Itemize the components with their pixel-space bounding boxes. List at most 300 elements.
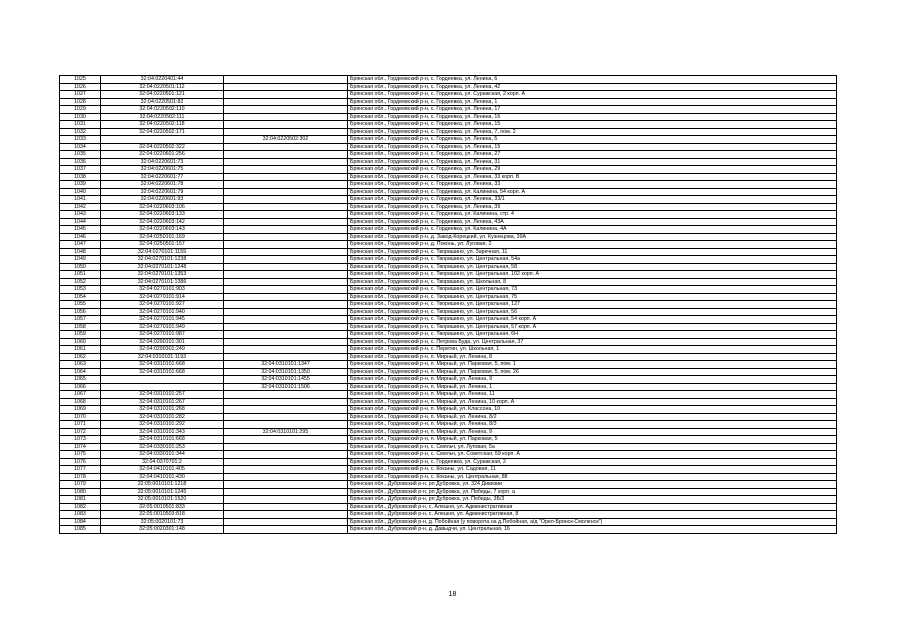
row-number-cell: 1031	[60, 121, 101, 129]
row-number-cell: 1084	[60, 518, 101, 526]
row-number-cell: 1042	[60, 203, 101, 211]
related-cadastral-number-cell	[224, 278, 348, 286]
address-cell: Брянская обл., Гордеевский р-н, с. Гордеевка, ул. Ленина, 39	[348, 203, 837, 211]
address-cell: Брянская обл., Дубровский р-н, с. Алешня, ул. Административная	[348, 503, 837, 511]
related-cadastral-number-cell	[224, 323, 348, 331]
row-number-cell: 1027	[60, 91, 101, 99]
cadastral-number-cell: 32:04:0290101:301	[101, 338, 224, 346]
row-number-cell: 1067	[60, 391, 101, 399]
address-cell: Брянская обл., Гордеевский р-н, п. Мирный, ул. Ленина, 10 корп. А	[348, 398, 837, 406]
related-cadastral-number-cell	[224, 181, 348, 189]
row-number-cell: 1034	[60, 143, 101, 151]
address-cell: Брянская обл., Гордеевский р-н, п. Мирный, ул. Парковая, 5, пом. 1	[348, 361, 837, 369]
row-number-cell: 1039	[60, 181, 101, 189]
table-row	[60, 428, 837, 436]
cadastral-number-cell: 32:04:0270101:914	[101, 293, 224, 301]
table-row	[60, 181, 837, 189]
related-cadastral-number-cell	[224, 526, 348, 534]
row-number-cell: 1074	[60, 443, 101, 451]
address-cell: Брянская обл., Гордеевский р-н, с. Гордеевка, ул. Суражская, 2 корп. А	[348, 91, 837, 99]
related-cadastral-number-cell	[224, 391, 348, 399]
row-number-cell: 1045	[60, 226, 101, 234]
related-cadastral-number-cell	[224, 458, 348, 466]
cadastral-number-cell: 32:04:0310101:668	[101, 368, 224, 376]
related-cadastral-number-cell	[224, 488, 348, 496]
address-cell: Брянская обл., Гордеевский р-н, с. Петрова Буда, ул. Центральная, 37	[348, 338, 837, 346]
row-number-cell: 1035	[60, 151, 101, 159]
related-cadastral-number-cell: 32:04:0310101:295	[224, 428, 348, 436]
row-number-cell: 1053	[60, 286, 101, 294]
cadastral-number-cell: 32:04:0220603:142	[101, 218, 224, 226]
cadastral-number-cell: 32:04:0220502:118	[101, 121, 224, 129]
address-cell: Брянская обл., Гордеевский р-н, с. Гордеевка, ул. Ленина, 15	[348, 143, 837, 151]
row-number-cell: 1030	[60, 113, 101, 121]
table-row	[60, 406, 837, 414]
cadastral-number-cell: 32:04:0270101:949	[101, 323, 224, 331]
related-cadastral-number-cell	[224, 98, 348, 106]
address-cell: Брянская обл., Гордеевский р-н, с. Гордеевка, ул. Ленина, 15	[348, 121, 837, 129]
table-row	[60, 368, 837, 376]
table-row	[60, 278, 837, 286]
related-cadastral-number-cell: 32:04:0310101:1506	[224, 383, 348, 391]
address-cell: Брянская обл., Гордеевский р-н, п. Мирный, ул. Ленина, 8/2	[348, 413, 837, 421]
row-number-cell: 1054	[60, 293, 101, 301]
row-number-cell: 1068	[60, 398, 101, 406]
table-row	[60, 293, 837, 301]
cadastral-number-cell	[101, 136, 224, 144]
table-row	[60, 188, 837, 196]
related-cadastral-number-cell	[224, 511, 348, 519]
address-cell: Брянская обл., Гордеевский р-н, с. Гордеевка, ул. Калинина, 4А	[348, 226, 837, 234]
table-row	[60, 173, 837, 181]
related-cadastral-number-cell	[224, 301, 348, 309]
table-row	[60, 143, 837, 151]
address-cell: Брянская обл., Гордеевский р-н, с. Гордеевка, ул. Ленина, 16	[348, 113, 837, 121]
address-cell: Брянская обл., Гордеевский р-н, с. Гордеевка, ул. Калинина, стр. 4	[348, 211, 837, 219]
table-row	[60, 398, 837, 406]
table-row	[60, 301, 837, 309]
table-row	[60, 316, 837, 324]
address-cell: Брянская обл., Гордеевский р-н, п. Мирный, ул. Ленина, 8	[348, 353, 837, 361]
related-cadastral-number-cell	[224, 263, 348, 271]
related-cadastral-number-cell	[224, 406, 348, 414]
related-cadastral-number-cell	[224, 241, 348, 249]
row-number-cell: 1063	[60, 361, 101, 369]
related-cadastral-number-cell	[224, 293, 348, 301]
cadastral-number-cell: 32:04:0270101:1248	[101, 263, 224, 271]
cadastral-number-cell	[101, 383, 224, 391]
table-row	[60, 421, 837, 429]
related-cadastral-number-cell	[224, 473, 348, 481]
cadastral-number-cell: 32:05:0010101:1218	[101, 481, 224, 489]
cadastral-number-cell: 32:04:0330101:253	[101, 443, 224, 451]
address-cell: Брянская обл., Гордеевский р-н, с. Гордеевка, ул. Ленина, 43А	[348, 218, 837, 226]
address-cell: Брянская обл., Гордеевский р-н, п. Мирный, ул. Парковая, 5, пом. 26	[348, 368, 837, 376]
cadastral-number-cell: 32:04:0220501:82	[101, 98, 224, 106]
related-cadastral-number-cell	[224, 233, 348, 241]
related-cadastral-number-cell	[224, 421, 348, 429]
table-row	[60, 203, 837, 211]
address-cell: Брянская обл., Гордеевский р-н, с. Гордеевка, ул. Ленина, 1	[348, 98, 837, 106]
cadastral-number-cell: 32:04:0220603:143	[101, 226, 224, 234]
table-row	[60, 233, 837, 241]
related-cadastral-number-cell	[224, 496, 348, 504]
address-cell: Брянская обл., Гордеевский р-н, с. Творишино, ул. Центральная, 54а	[348, 256, 837, 264]
related-cadastral-number-cell	[224, 128, 348, 136]
cadastral-number-cell: 32:04:0270101:945	[101, 316, 224, 324]
table-row	[60, 413, 837, 421]
row-number-cell: 1051	[60, 271, 101, 279]
cadastral-number-cell: 32:04:0310101:1193	[101, 353, 224, 361]
table-row	[60, 481, 837, 489]
address-cell: Брянская обл., Гордеевский р-н, с. Творишино, ул. Центральная, 58	[348, 263, 837, 271]
table-row	[60, 166, 837, 174]
cadastral-number-cell: 32:04:0310101:282	[101, 413, 224, 421]
cadastral-number-cell: 32:04:0220501:112	[101, 83, 224, 91]
row-number-cell: 1055	[60, 301, 101, 309]
table-row	[60, 503, 837, 511]
table-row	[60, 331, 837, 339]
related-cadastral-number-cell	[224, 188, 348, 196]
page-number: 18	[448, 591, 457, 598]
row-number-cell: 1041	[60, 196, 101, 204]
registry-table	[59, 75, 837, 534]
address-cell: Брянская обл., Гордеевский р-н, п. Мирный, ул. Парковая, 5	[348, 436, 837, 444]
cadastral-number-cell: 32:04:0250101:169	[101, 233, 224, 241]
address-cell: Брянская обл., Дубровский р-н, д. Побойная (у поворота на д.Побойная, а/д "Орел-Брянск-Смоленск")	[348, 518, 837, 526]
address-cell: Брянская обл., Дубровский р-н, рп Дубровка, ул. Победы, 7 корп. а	[348, 488, 837, 496]
cadastral-number-cell: 32:04:0220502:322	[101, 143, 224, 151]
row-number-cell: 1064	[60, 368, 101, 376]
related-cadastral-number-cell	[224, 346, 348, 354]
cadastral-number-cell: 32:04:0310101:292	[101, 421, 224, 429]
row-number-cell: 1069	[60, 406, 101, 414]
address-cell: Брянская обл., Гордеевский р-н, с. Творишино, ул. Центральная, 6Н	[348, 331, 837, 339]
related-cadastral-number-cell	[224, 443, 348, 451]
cadastral-number-cell: 32:04:0290301:249	[101, 346, 224, 354]
cadastral-number-cell: 32:04:0220603:133	[101, 211, 224, 219]
address-cell: Брянская обл., Гордеевский р-н, с. Гордеевка, ул. Ленина, 17	[348, 106, 837, 114]
address-cell: Брянская обл., Гордеевский р-н, п. Мирный, ул. Ленина, 9	[348, 428, 837, 436]
related-cadastral-number-cell	[224, 308, 348, 316]
address-cell: Брянская обл., Гордеевский р-н, с. Гордеевка, ул. Калинина, 54 корп. А	[348, 188, 837, 196]
cadastral-number-cell: 32:04:0220603:106	[101, 203, 224, 211]
row-number-cell: 1057	[60, 316, 101, 324]
table-row	[60, 458, 837, 466]
cadastral-number-cell: 32:04:0270101:987	[101, 331, 224, 339]
row-number-cell: 1044	[60, 218, 101, 226]
address-cell: Брянская обл., Гордеевский р-н, с. Гордеевка, ул. Ленина, 33	[348, 181, 837, 189]
address-cell: Брянская обл., Гордеевский р-н, д. Завод-Корецкий, ул. Кузнецова, 39А	[348, 233, 837, 241]
row-number-cell: 1029	[60, 106, 101, 114]
address-cell: Брянская обл., Гордеевский р-н, п. Мирный, ул. Классона, 10	[348, 406, 837, 414]
cadastral-number-cell: 32:05:0010503:818	[101, 511, 224, 519]
related-cadastral-number-cell	[224, 91, 348, 99]
row-number-cell: 1036	[60, 158, 101, 166]
cadastral-number-cell: 32:04:0220601:78	[101, 181, 224, 189]
related-cadastral-number-cell	[224, 271, 348, 279]
address-cell: Брянская обл., Гордеевский р-н, с. Творишино, ул. Центральная, 56	[348, 308, 837, 316]
related-cadastral-number-cell	[224, 113, 348, 121]
table-row	[60, 511, 837, 519]
cadastral-number-cell: 32:05:0020101:73	[101, 518, 224, 526]
cadastral-number-cell: 32:04:0220502:110	[101, 106, 224, 114]
table-row	[60, 353, 837, 361]
related-cadastral-number-cell	[224, 173, 348, 181]
table-row	[60, 98, 837, 106]
table-row	[60, 383, 837, 391]
related-cadastral-number-cell: 32:04:0310101:1347	[224, 361, 348, 369]
related-cadastral-number-cell	[224, 151, 348, 159]
address-cell: Брянская обл., Гордеевский р-н, п. Мирный, ул. Ленина, 8/3	[348, 421, 837, 429]
row-number-cell: 1062	[60, 353, 101, 361]
address-cell: Брянская обл., Дубровский р-н, рп Дубровка, ул. Победы, 3Б/3	[348, 496, 837, 504]
cadastral-number-cell: 32:04:0220601:79	[101, 188, 224, 196]
table-row	[60, 271, 837, 279]
address-cell: Брянская обл., Гордеевский р-н, с. Гордеевка, ул. Ленина, 7, пом. 2	[348, 128, 837, 136]
table-row	[60, 496, 837, 504]
table-row	[60, 451, 837, 459]
table-row	[60, 526, 837, 534]
address-cell: Брянская обл., Гордеевский р-н, с. Гордеевка, ул. Суражская, 2	[348, 458, 837, 466]
related-cadastral-number-cell	[224, 398, 348, 406]
address-cell: Брянская обл., Гордеевский р-н, с. Творишино, ул. Центральная, 75	[348, 293, 837, 301]
address-cell: Брянская обл., Дубровский р-н, рп Дубровка, ул. 324 Дивизии	[348, 481, 837, 489]
address-cell: Брянская обл., Гордеевский р-н, с. Гордеевка, ул. Ленина, 33 корп. В	[348, 173, 837, 181]
table-row	[60, 136, 837, 144]
address-cell: Брянская обл., Гордеевский р-н, с. Смяльч, ул. Луговая, 5а	[348, 443, 837, 451]
address-cell: Брянская обл., Гордеевский р-н, с. Гордеевка, ул. Ленина, 29	[348, 166, 837, 174]
related-cadastral-number-cell	[224, 481, 348, 489]
address-cell: Брянская обл., Дубровский р-н, с. Алешня, ул. Административная, 8	[348, 511, 837, 519]
related-cadastral-number-cell	[224, 436, 348, 444]
table-row	[60, 263, 837, 271]
address-cell: Брянская обл., Гордеевский р-н, п. Мирный, ул. Ленина, 11	[348, 391, 837, 399]
table-row	[60, 128, 837, 136]
row-number-cell: 1060	[60, 338, 101, 346]
cadastral-number-cell: 32:04:0220601:73	[101, 158, 224, 166]
row-number-cell: 1033	[60, 136, 101, 144]
related-cadastral-number-cell: 32:04:0220502:302	[224, 136, 348, 144]
related-cadastral-number-cell	[224, 413, 348, 421]
table-row	[60, 226, 837, 234]
table-row	[60, 91, 837, 99]
cadastral-number-cell: 32:04:0220401:44	[101, 76, 224, 84]
cadastral-number-cell: 32:04:0370701:2	[101, 458, 224, 466]
related-cadastral-number-cell	[224, 76, 348, 84]
table-row	[60, 518, 837, 526]
related-cadastral-number-cell: 32:04:0310101:1455	[224, 376, 348, 384]
row-number-cell: 1066	[60, 383, 101, 391]
cadastral-number-cell: 32:04:0310101:343	[101, 428, 224, 436]
table-row	[60, 256, 837, 264]
related-cadastral-number-cell	[224, 196, 348, 204]
table-row	[60, 346, 837, 354]
row-number-cell: 1043	[60, 211, 101, 219]
address-cell: Брянская обл., Гордеевский р-н, с. Гордеевка, ул. Ленина, 31	[348, 158, 837, 166]
address-cell: Брянская обл., Гордеевский р-н, с. Гордеевка, ул. Ленина, 6	[348, 76, 837, 84]
cadastral-number-cell: 32:05:0010501:833	[101, 503, 224, 511]
row-number-cell: 1059	[60, 331, 101, 339]
row-number-cell: 1072	[60, 428, 101, 436]
table-row	[60, 121, 837, 129]
cadastral-number-cell: 32:04:0270101:1238	[101, 256, 224, 264]
address-cell: Брянская обл., Гордеевский р-н, с. Гордеевка, ул. Ленина, 42	[348, 83, 837, 91]
address-cell: Брянская обл., Гордеевский р-н, с. Гордеевка, ул. Ленина, 33/1	[348, 196, 837, 204]
cadastral-number-cell: 32:04:0410101:430	[101, 473, 224, 481]
row-number-cell: 1032	[60, 128, 101, 136]
cadastral-number-cell: 32:04:0270101:1386	[101, 278, 224, 286]
table-row	[60, 308, 837, 316]
row-number-cell: 1078	[60, 473, 101, 481]
row-number-cell: 1025	[60, 76, 101, 84]
table-row	[60, 76, 837, 84]
address-cell: Брянская обл., Гордеевский р-н, п. Мирный, ул. Ленина, 9	[348, 376, 837, 384]
cadastral-number-cell: 32:04:0310101:668	[101, 361, 224, 369]
related-cadastral-number-cell	[224, 226, 348, 234]
related-cadastral-number-cell	[224, 331, 348, 339]
related-cadastral-number-cell	[224, 166, 348, 174]
table-row	[60, 83, 837, 91]
cadastral-number-cell: 32:05:0010101:1520	[101, 496, 224, 504]
address-cell: Брянская обл., Гордеевский р-н, с. Творишино, ул. Заречная, 11	[348, 248, 837, 256]
cadastral-number-cell: 32:04:0270101:903	[101, 286, 224, 294]
table-row	[60, 473, 837, 481]
related-cadastral-number-cell: 32:04:0310101:1350	[224, 368, 348, 376]
related-cadastral-number-cell	[224, 338, 348, 346]
table-row	[60, 376, 837, 384]
address-cell: Брянская обл., Гордеевский р-н, с. Творишино, ул. Центральная, 73	[348, 286, 837, 294]
row-number-cell: 1048	[60, 248, 101, 256]
address-cell: Брянская обл., Гордеевский р-н, с. Творишино, ул. Центральная, 54 корп. А	[348, 316, 837, 324]
row-number-cell: 1026	[60, 83, 101, 91]
related-cadastral-number-cell	[224, 218, 348, 226]
address-cell: Брянская обл., Гордеевский р-н, с. Творишино, ул. Центральная, 127	[348, 301, 837, 309]
row-number-cell: 1050	[60, 263, 101, 271]
cadastral-number-cell: 32:04:0220601:256	[101, 151, 224, 159]
row-number-cell: 1071	[60, 421, 101, 429]
table-row	[60, 338, 837, 346]
table-row	[60, 196, 837, 204]
address-cell: Брянская обл., Гордеевский р-н, с. Гордеевка, ул. Ленина, 5	[348, 136, 837, 144]
related-cadastral-number-cell	[224, 286, 348, 294]
cadastral-number-cell: 32:04:0270101:940	[101, 308, 224, 316]
row-number-cell: 1040	[60, 188, 101, 196]
row-number-cell: 1079	[60, 481, 101, 489]
table-row	[60, 361, 837, 369]
cadastral-number-cell: 32:04:0330101:344	[101, 451, 224, 459]
cadastral-number-cell: 32:04:0310101:267	[101, 398, 224, 406]
address-cell: Брянская обл., Гордеевский р-н, с. Смяльч, ул. Советская, 59 корп. А	[348, 451, 837, 459]
table-row	[60, 248, 837, 256]
table-row	[60, 436, 837, 444]
table-row	[60, 218, 837, 226]
cadastral-number-cell: 32:04:0310101:257	[101, 391, 224, 399]
address-cell: Брянская обл., Гордеевский р-н, д. Поконь, ул. Луговая, 2	[348, 241, 837, 249]
table-row	[60, 323, 837, 331]
address-cell: Брянская обл., Гордеевский р-н, с. Коканы, ул. Центральная, 88	[348, 473, 837, 481]
table-row	[60, 391, 837, 399]
cadastral-number-cell: 32:04:0220601:77	[101, 173, 224, 181]
cadastral-number-cell: 32:04:0270101:927	[101, 301, 224, 309]
address-cell: Брянская обл., Гордеевский р-н, с. Перетин, ул. Школьная, 1	[348, 346, 837, 354]
row-number-cell: 1047	[60, 241, 101, 249]
cadastral-number-cell: 32:04:0250501:157	[101, 241, 224, 249]
cadastral-number-cell: 32:04:0310101:268	[101, 406, 224, 414]
related-cadastral-number-cell	[224, 106, 348, 114]
address-cell: Брянская обл., Гордеевский р-н, с. Творишино, ул. Школьная, 8	[348, 278, 837, 286]
cadastral-number-cell: 32:04:0310101:668	[101, 436, 224, 444]
row-number-cell: 1058	[60, 323, 101, 331]
row-number-cell: 1076	[60, 458, 101, 466]
cadastral-number-cell: 32:04:0270101:1159	[101, 248, 224, 256]
related-cadastral-number-cell	[224, 256, 348, 264]
row-number-cell: 1081	[60, 496, 101, 504]
cadastral-number-cell: 32:04:0220502:171	[101, 128, 224, 136]
row-number-cell: 1049	[60, 256, 101, 264]
row-number-cell: 1073	[60, 436, 101, 444]
row-number-cell: 1070	[60, 413, 101, 421]
table-row	[60, 286, 837, 294]
address-cell: Брянская обл., Гордеевский р-н, п. Мирный, ул. Ленина, 1	[348, 383, 837, 391]
related-cadastral-number-cell	[224, 248, 348, 256]
row-number-cell: 1075	[60, 451, 101, 459]
cadastral-number-cell: 32:04:0410101:405	[101, 466, 224, 474]
table-row	[60, 158, 837, 166]
related-cadastral-number-cell	[224, 158, 348, 166]
row-number-cell: 1077	[60, 466, 101, 474]
address-cell: Брянская обл., Гордеевский р-н, с. Коканы, ул. Садовая, 11	[348, 466, 837, 474]
row-number-cell: 1080	[60, 488, 101, 496]
cadastral-number-cell	[101, 376, 224, 384]
table-row	[60, 106, 837, 114]
address-cell: Брянская обл., Гордеевский р-н, с. Творишино, ул. Центральная, 57 корп. А	[348, 323, 837, 331]
table-body	[60, 76, 837, 534]
row-number-cell: 1037	[60, 166, 101, 174]
related-cadastral-number-cell	[224, 316, 348, 324]
related-cadastral-number-cell	[224, 83, 348, 91]
address-cell: Брянская обл., Гордеевский р-н, с. Гордеевка, ул. Ленина, 27	[348, 151, 837, 159]
cadastral-number-cell: 32:04:0220502:111	[101, 113, 224, 121]
row-number-cell: 1085	[60, 526, 101, 534]
address-cell: Брянская обл., Дубровский р-н, д. Давыдчи, ул. Центральная, 16	[348, 526, 837, 534]
related-cadastral-number-cell	[224, 451, 348, 459]
table-row	[60, 151, 837, 159]
related-cadastral-number-cell	[224, 211, 348, 219]
address-cell: Брянская обл., Гордеевский р-н, с. Творишино, ул. Центральная, 102 корп. А	[348, 271, 837, 279]
cadastral-number-cell: 32:04:0270101:1353	[101, 271, 224, 279]
related-cadastral-number-cell	[224, 353, 348, 361]
cadastral-number-cell: 32:04:0220601:93	[101, 196, 224, 204]
table-row	[60, 241, 837, 249]
row-number-cell: 1038	[60, 173, 101, 181]
table-row	[60, 488, 837, 496]
related-cadastral-number-cell	[224, 121, 348, 129]
related-cadastral-number-cell	[224, 503, 348, 511]
row-number-cell: 1046	[60, 233, 101, 241]
row-number-cell: 1061	[60, 346, 101, 354]
related-cadastral-number-cell	[224, 143, 348, 151]
cadastral-number-cell: 32:04:0220501:121	[101, 91, 224, 99]
related-cadastral-number-cell	[224, 203, 348, 211]
related-cadastral-number-cell	[224, 466, 348, 474]
cadastral-number-cell: 32:05:0020301:148	[101, 526, 224, 534]
table-row	[60, 443, 837, 451]
cadastral-number-cell: 32:05:0010101:1245	[101, 488, 224, 496]
table-row	[60, 113, 837, 121]
table-row	[60, 211, 837, 219]
row-number-cell: 1056	[60, 308, 101, 316]
